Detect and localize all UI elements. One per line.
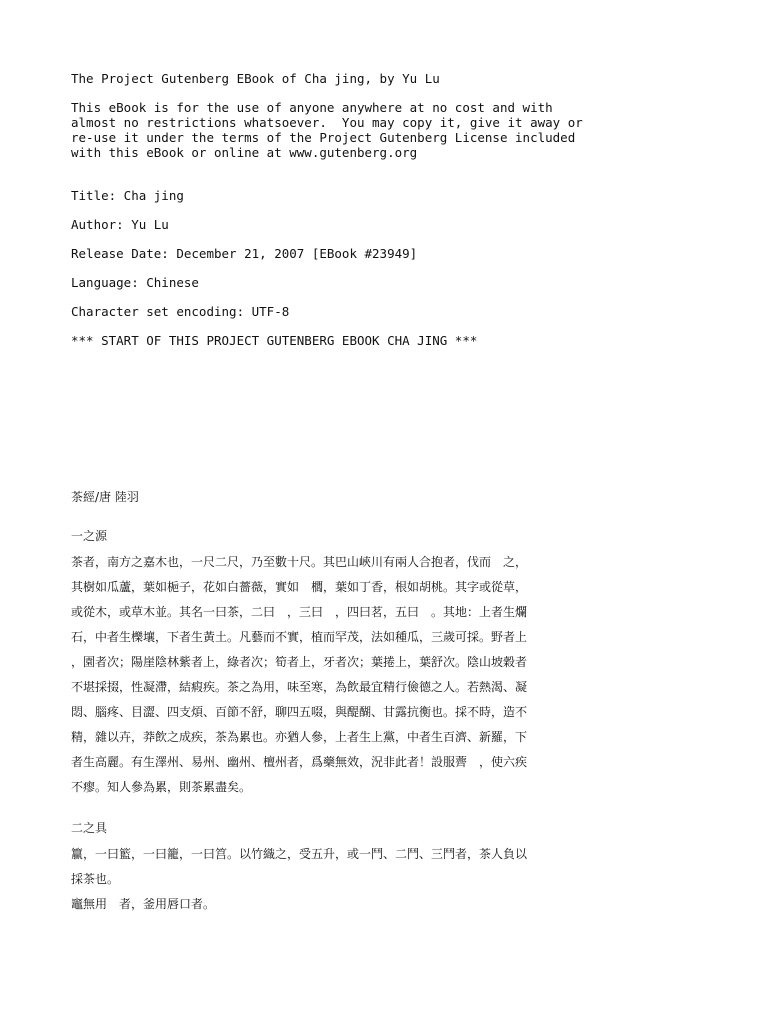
meta-release-date: Release Date: December 21, 2007 [EBook #23949] bbox=[71, 246, 418, 261]
section-title: 二之具 bbox=[71, 821, 108, 835]
license-line: almost no restrictions whatsoever. You may copy it, give it away or bbox=[71, 115, 583, 130]
text-line: 或從木，或草木並。其名一曰茶，二曰 ，三曰 ，四曰茗，五曰 。其地：上者生爛 bbox=[71, 605, 528, 619]
text-line: ，園者次；陽崖陰林紫者上，綠者次；筍者上，牙者次；葉捲上，葉舒次。陰山坡穀者 bbox=[71, 655, 528, 669]
meta-title: Title: Cha jing bbox=[71, 188, 184, 203]
text-line: 不瘳。知人參為累，則茶累盡矣。 bbox=[71, 780, 252, 794]
text-line: 精，雜以卉，莽飲之成疾，茶為累也。亦猶人參，上者生上黨，中者生百濟、新羅，下 bbox=[71, 730, 528, 744]
license-line: This eBook is for the use of anyone anywhere at no cost and with bbox=[71, 100, 553, 115]
text-line: 籯，一曰籃，一曰籠，一曰筥。以竹織之，受五升，或一鬥、二鬥、三鬥者，茶人負以 bbox=[71, 847, 528, 861]
text-line: 者生高麗。有生澤州、易州、幽州、檀州者，爲藥無效，況非此者！設服薺 ，使六疾 bbox=[71, 755, 528, 769]
meta-language: Language: Chinese bbox=[71, 275, 199, 290]
meta-encoding: Character set encoding: UTF-8 bbox=[71, 304, 290, 319]
text-line: 茶者，南方之嘉木也，一尺二尺，乃至數十尺。其巴山峽川有兩人合抱者，伐而 之， bbox=[71, 555, 528, 569]
meta-author: Author: Yu Lu bbox=[71, 217, 169, 232]
text-line: 悶、腦疼、目澀、四支煩、百節不舒，聊四五啜，與醍醐、甘露抗衡也。採不時，造不 bbox=[71, 705, 528, 719]
section-title: 一之源 bbox=[71, 529, 108, 543]
text-line: 石，中者生櫟壤，下者生黃土。凡藝而不實，植而罕茂，法如種瓜，三歲可採。野者上 bbox=[71, 630, 528, 644]
license-line: with this eBook or online at www.gutenberg.org bbox=[71, 145, 418, 160]
start-marker: *** START OF THIS PROJECT GUTENBERG EBOOK CHA JING *** bbox=[71, 333, 478, 348]
text-line: 不堪採掇，性凝滯，結瘕疾。茶之為用，味至寒，為飲最宜精行儉德之人。若熱渴、凝 bbox=[71, 680, 528, 694]
license-line: re-use it under the terms of the Project Gutenberg License included bbox=[71, 130, 576, 145]
book-heading: 茶經/唐 陸羽 bbox=[71, 490, 139, 504]
text-line: 竈無用 者，釜用唇口者。 bbox=[71, 897, 216, 911]
text-line: 採茶也。 bbox=[71, 872, 120, 886]
text-line: 其樹如瓜蘆，葉如梔子，花如白薔薇，實如 櫚，葉如丁香，根如胡桃。其字或從草， bbox=[71, 580, 528, 594]
ebook-title-line: The Project Gutenberg EBook of Cha jing, by Yu Lu bbox=[71, 71, 440, 86]
